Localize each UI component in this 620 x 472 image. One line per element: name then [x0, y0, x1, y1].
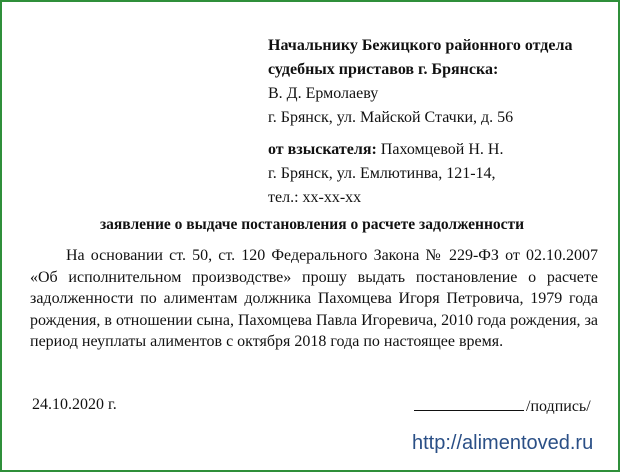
document-body: На основании ст. 50, ст. 120 Федерального Закона № 229-ФЗ от 02.10.2007 «Об исполнительном производстве» прошу выдать постановление о расчете задолженности по алиментам должника Пахомцева Игоря Петровича, 1979 года рождения, в отношении сына, Пахомцева Павла Игоревича, 2010 года рождения, за период неуплаты алиментов с октября 2018 года по настоящее время. — [30, 247, 598, 350]
addressee-line1: Начальнику Бежицкого районного отдела — [268, 37, 573, 54]
claimant-address: г. Брянск, ул. Емлютинва, 121-14, — [268, 165, 496, 182]
claimant-name: Пахомцевой Н. Н. — [376, 141, 504, 158]
addressee-address: г. Брянск, ул. Майской Стачки, д. 56 — [268, 109, 514, 126]
claimant-phone: тел.: хх-хх-хх — [268, 189, 362, 206]
signature-line — [414, 396, 524, 411]
document-date: 24.10.2020 г. — [32, 396, 117, 413]
watermark-link: http://alimentoved.ru — [412, 432, 594, 454]
claimant-block — [268, 138, 608, 210]
signature-block — [414, 396, 591, 416]
addressee-name: В. Д. Ермолаеву — [268, 85, 379, 102]
signature-label: /подпись/ — [526, 398, 591, 415]
addressee-line2: судебных приставов г. Брянска: — [268, 61, 499, 78]
addressee-block — [268, 34, 608, 130]
document-title: заявление о выдаче постановления о расчете задолженности — [99, 216, 525, 233]
claimant-line — [268, 138, 608, 162]
claimant-label: от взыскателя: — [268, 141, 377, 158]
